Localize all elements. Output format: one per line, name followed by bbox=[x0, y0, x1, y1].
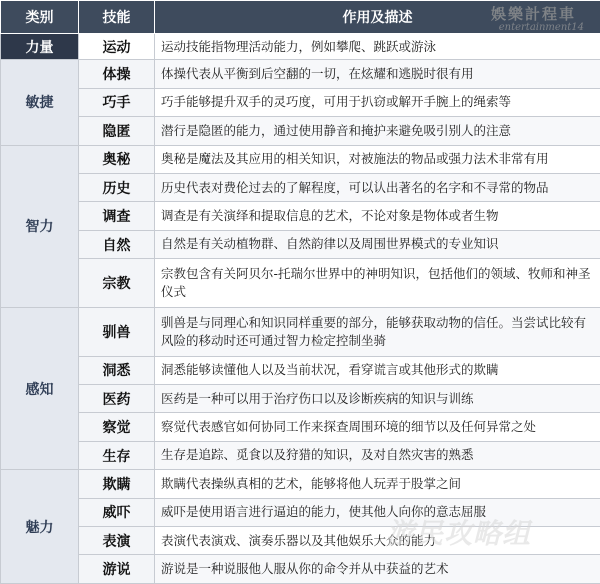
skill-description: 生存是追踪、觅食以及狩猎的知识，及对自然灾害的熟悉 bbox=[155, 441, 600, 469]
skill-description: 医药是一种可以用于治疗伤口以及诊断疾病的知识与训练 bbox=[155, 385, 600, 413]
skill-description: 自然是有关动植物群、自然韵律以及周围世界模式的专业知识 bbox=[155, 230, 600, 258]
skill-description: 历史代表对费伦过去的了解程度，可以认出著名的名字和不寻常的物品 bbox=[155, 174, 600, 202]
watermark-brand-latin: entertainment14 bbox=[498, 22, 584, 33]
skill-description: 洞悉能够读懂他人以及当前状况，看穿谎言或其他形式的欺瞒 bbox=[155, 356, 600, 384]
skill-description: 表演代表演戏、演奏乐器以及其他娱乐大众的能力 bbox=[155, 527, 600, 555]
skill-description: 游说是一种说服他人服从你的命令并从中获益的艺术 bbox=[155, 555, 600, 584]
category-strength: 力量 bbox=[1, 34, 79, 60]
table-row bbox=[1, 307, 600, 356]
skill-description: 察觉代表感官如何协同工作来探查周围环境的细节以及任何异常之处 bbox=[155, 413, 600, 441]
skill-name: 调查 bbox=[79, 202, 155, 230]
table-row bbox=[1, 470, 600, 498]
table-row bbox=[1, 230, 600, 258]
skill-description: 体操代表从平衡到后空翻的一切，在炫耀和逃脱时很有用 bbox=[155, 60, 600, 88]
skill-name: 隐匿 bbox=[79, 117, 155, 145]
table-row bbox=[1, 441, 600, 469]
skill-name: 奥秘 bbox=[79, 145, 155, 173]
skill-name: 自然 bbox=[79, 230, 155, 258]
skill-name: 察觉 bbox=[79, 413, 155, 441]
category-dexterity: 敏捷 bbox=[1, 60, 79, 145]
skill-name: 欺瞒 bbox=[79, 470, 155, 498]
skill-name: 表演 bbox=[79, 527, 155, 555]
table-row bbox=[1, 356, 600, 384]
category-intelligence: 智力 bbox=[1, 145, 79, 307]
table-row bbox=[1, 202, 600, 230]
skill-description: 潜行是隐匿的能力，通过使用静音和掩护来避免吸引别人的注意 bbox=[155, 117, 600, 145]
watermark-brand: 娛樂計程車 bbox=[490, 5, 576, 23]
skill-name: 医药 bbox=[79, 385, 155, 413]
category-wisdom: 感知 bbox=[1, 307, 79, 469]
skill-description: 运动技能指物理活动能力，例如攀爬、跳跃或游泳 bbox=[155, 34, 600, 60]
table-row bbox=[1, 385, 600, 413]
table-row bbox=[1, 555, 600, 584]
table-row bbox=[1, 145, 600, 173]
header-skill: 技能 bbox=[79, 1, 155, 34]
skill-description: 驯兽是与同理心和知识同样重要的部分，能够获取动物的信任。当尝试比较有风险的移动时还可通过智力检定控制坐骑 bbox=[155, 307, 600, 356]
skill-description: 欺瞒代表操纵真相的艺术，能够将他人玩弄于股掌之间 bbox=[155, 470, 600, 498]
skill-name: 宗教 bbox=[79, 259, 155, 308]
skill-name: 威吓 bbox=[79, 498, 155, 526]
skill-name: 生存 bbox=[79, 441, 155, 469]
skill-description: 威吓是使用语言进行逼迫的能力，使其他人向你的意志屈服 bbox=[155, 498, 600, 526]
table-row bbox=[1, 413, 600, 441]
table-row bbox=[1, 34, 600, 60]
skill-name: 历史 bbox=[79, 174, 155, 202]
skill-name: 洞悉 bbox=[79, 356, 155, 384]
table-row bbox=[1, 60, 600, 88]
skill-description: 调查是有关演绎和提取信息的艺术，不论对象是物体或者生物 bbox=[155, 202, 600, 230]
skill-description: 奥秘是魔法及其应用的相关知识，对被施法的物品或强力法术非常有用 bbox=[155, 145, 600, 173]
watermark-team: 游民攻略组 bbox=[386, 517, 532, 550]
table-row bbox=[1, 117, 600, 145]
header-category: 类别 bbox=[1, 1, 79, 34]
skill-name: 巧手 bbox=[79, 88, 155, 116]
header-description: 作用及描述 bbox=[155, 1, 600, 34]
skill-name: 驯兽 bbox=[79, 307, 155, 356]
skill-name: 体操 bbox=[79, 60, 155, 88]
table-row bbox=[1, 259, 600, 308]
skill-description: 宗教包含有关阿贝尔-托瑞尔世界中的神明知识，包括他们的领域、牧师和神圣仪式 bbox=[155, 259, 600, 308]
category-charisma: 魅力 bbox=[1, 470, 79, 584]
table-row bbox=[1, 174, 600, 202]
skill-name: 运动 bbox=[79, 34, 155, 60]
skill-name: 游说 bbox=[79, 555, 155, 584]
table-row bbox=[1, 88, 600, 116]
skill-description: 巧手能够提升双手的灵巧度，可用于扒窃或解开手腕上的绳索等 bbox=[155, 88, 600, 116]
